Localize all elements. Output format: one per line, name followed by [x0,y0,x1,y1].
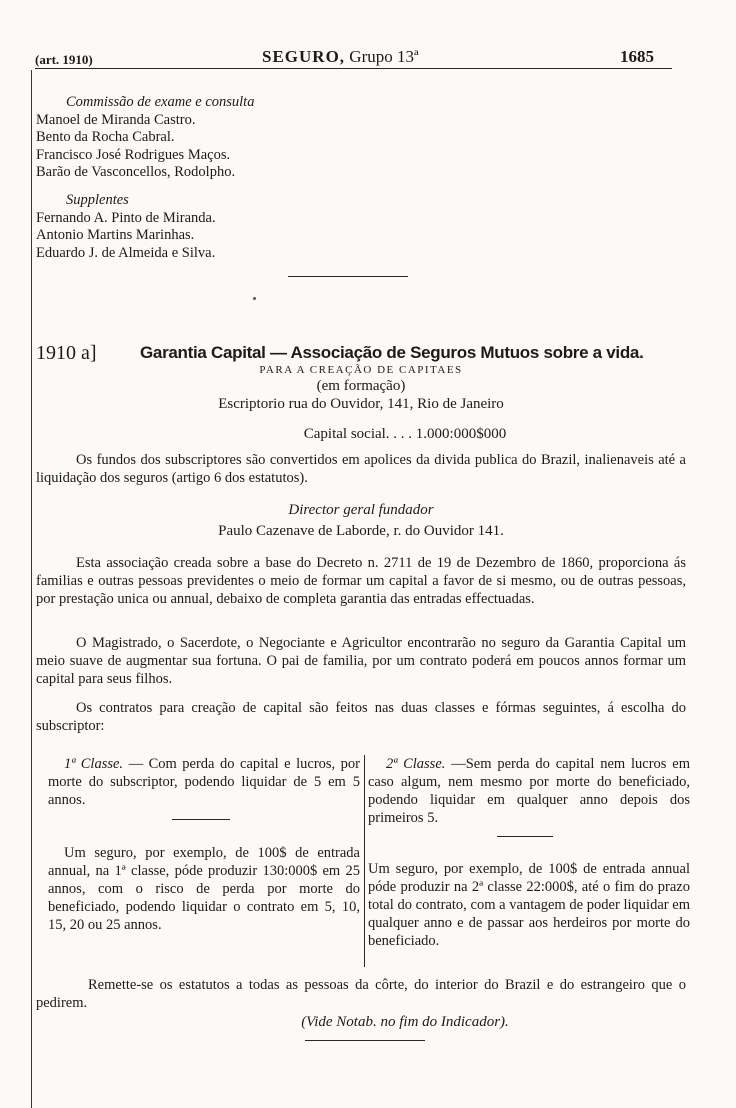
header-group: Grupo 13ª [349,47,419,66]
commission-member: Barão de Vasconcellos, Rodolpho. [36,164,236,180]
page-number: 1685 [620,47,654,66]
remittance-paragraph: Remette-se os estatutos a todas as pessoas da côrte, do interior do Brazil e do estrangeiro que o pedirem. [36,977,686,1011]
body-paragraph-1: Esta associação creada sobre a base do Decreto n. 2711 de 19 de Dezembro de 1860, proporciona ás familias e outras pessoas previdentes o meio de formar um capital a favor de si mesmo, ou de outras pessoas, por prestação unica ou annual, debaixo de completa garantia das entradas effectuadas. [36,555,686,607]
left-margin-rule [31,70,32,1108]
substitutes-block [36,192,216,262]
header-section [262,47,419,67]
funds-paragraph: Os fundos dos subscriptores são convertidos em apolices da divida publica do Brazil, inalienaveis até a liquidação dos seguros (artigo 6 dos estatutos). [36,452,686,486]
director-heading: Director geral fundador [288,502,434,518]
commission-block [36,94,254,182]
class1-description [48,755,360,809]
entry-year: 1910 a] [36,342,97,364]
substitute-member: Fernando A. Pinto de Miranda. [36,209,216,226]
class1-separator [172,819,230,820]
body-paragraph-2: O Magistrado, o Sacerdote, o Negociante e Agricultor encontrarão no seguro da Garantia Capital um meio suave de augmentar sua fortuna. O pai de familia, por um contrato poderá em poucos annos formar um capital para seus filhos. [36,635,686,687]
commission-heading: Commissão de exame e consulta [66,94,255,110]
commission-member: Bento da Rocha Cabral. [36,129,175,145]
entry-subtitle: PARA A CREAÇÃO DE CAPITAES [259,364,463,376]
column-divider [364,755,365,967]
closing-separator [305,1040,425,1041]
class2-separator [497,836,553,837]
class2-example: Um seguro, por exemplo, de 100$ de entrada annual póde produzir na 2ª classe 22:000$, até o fim do prazo total do contrato, com a vantagem de poder liquidar em qualquer anno e de passar aos herdeiros por morte do beneficiado. [368,861,690,949]
indicator-note: (Vide Notab. no fim do Indicador). [301,1014,509,1030]
header-rule [35,68,672,69]
class2-label: 2ª Classe. [386,756,446,772]
entry-office: Escriptorio rua do Ouvidor, 141, Rio de Janeiro [218,396,504,412]
class2-description [368,755,690,827]
body-paragraph-3: Os contratos para creação de capital são feitos nas duas classes e fórmas seguintes, á escolha do subscriptor: [36,700,686,734]
section-separator [288,276,408,277]
director-name: Paulo Cazenave de Laborde, r. do Ouvidor 141. [218,523,504,539]
commission-member: Manoel de Miranda Castro. [36,111,196,128]
class1-example: Um seguro, por exemplo, de 100$ de entrada annual, na 1ª classe, póde produzir 130:000$ em 25 annos, com o risco de perda por morte do beneficiado, podendo liquidar o contrato em 5, 10, 15, 20 ou 25 annos. [48,845,360,933]
substitutes-heading: Supplentes [66,192,129,208]
entry-capital: Capital social. . . . 1.000:000$000 [303,426,507,442]
substitute-member: Antonio Martins Marinhas. [36,227,195,243]
print-speck [253,297,256,300]
header-section-bold: SEGURO, [262,47,346,66]
entry-status: (em formação) [316,378,406,394]
header-article-ref: (art. 1910) [35,52,93,67]
class1-text: — Com perda do capital e lucros, por morte do subscriptor, podendo liquidar de 5 em 5 annos. [48,756,361,808]
class1-label: 1ª Classe. [64,756,124,772]
entry-title: Garantia Capital — Associação de Seguros Mutuos sobre a vida. [140,343,644,362]
substitute-member: Eduardo J. de Almeida e Silva. [36,244,216,261]
class2-text: —Sem perda do capital nem lucros em caso algum, nem mesmo por morte do beneficiado, podendo liquidar em qualquer anno depois dos primeiros 5. [368,756,690,826]
commission-member: Francisco José Rodrigues Maços. [36,146,231,163]
running-header [0,46,736,72]
